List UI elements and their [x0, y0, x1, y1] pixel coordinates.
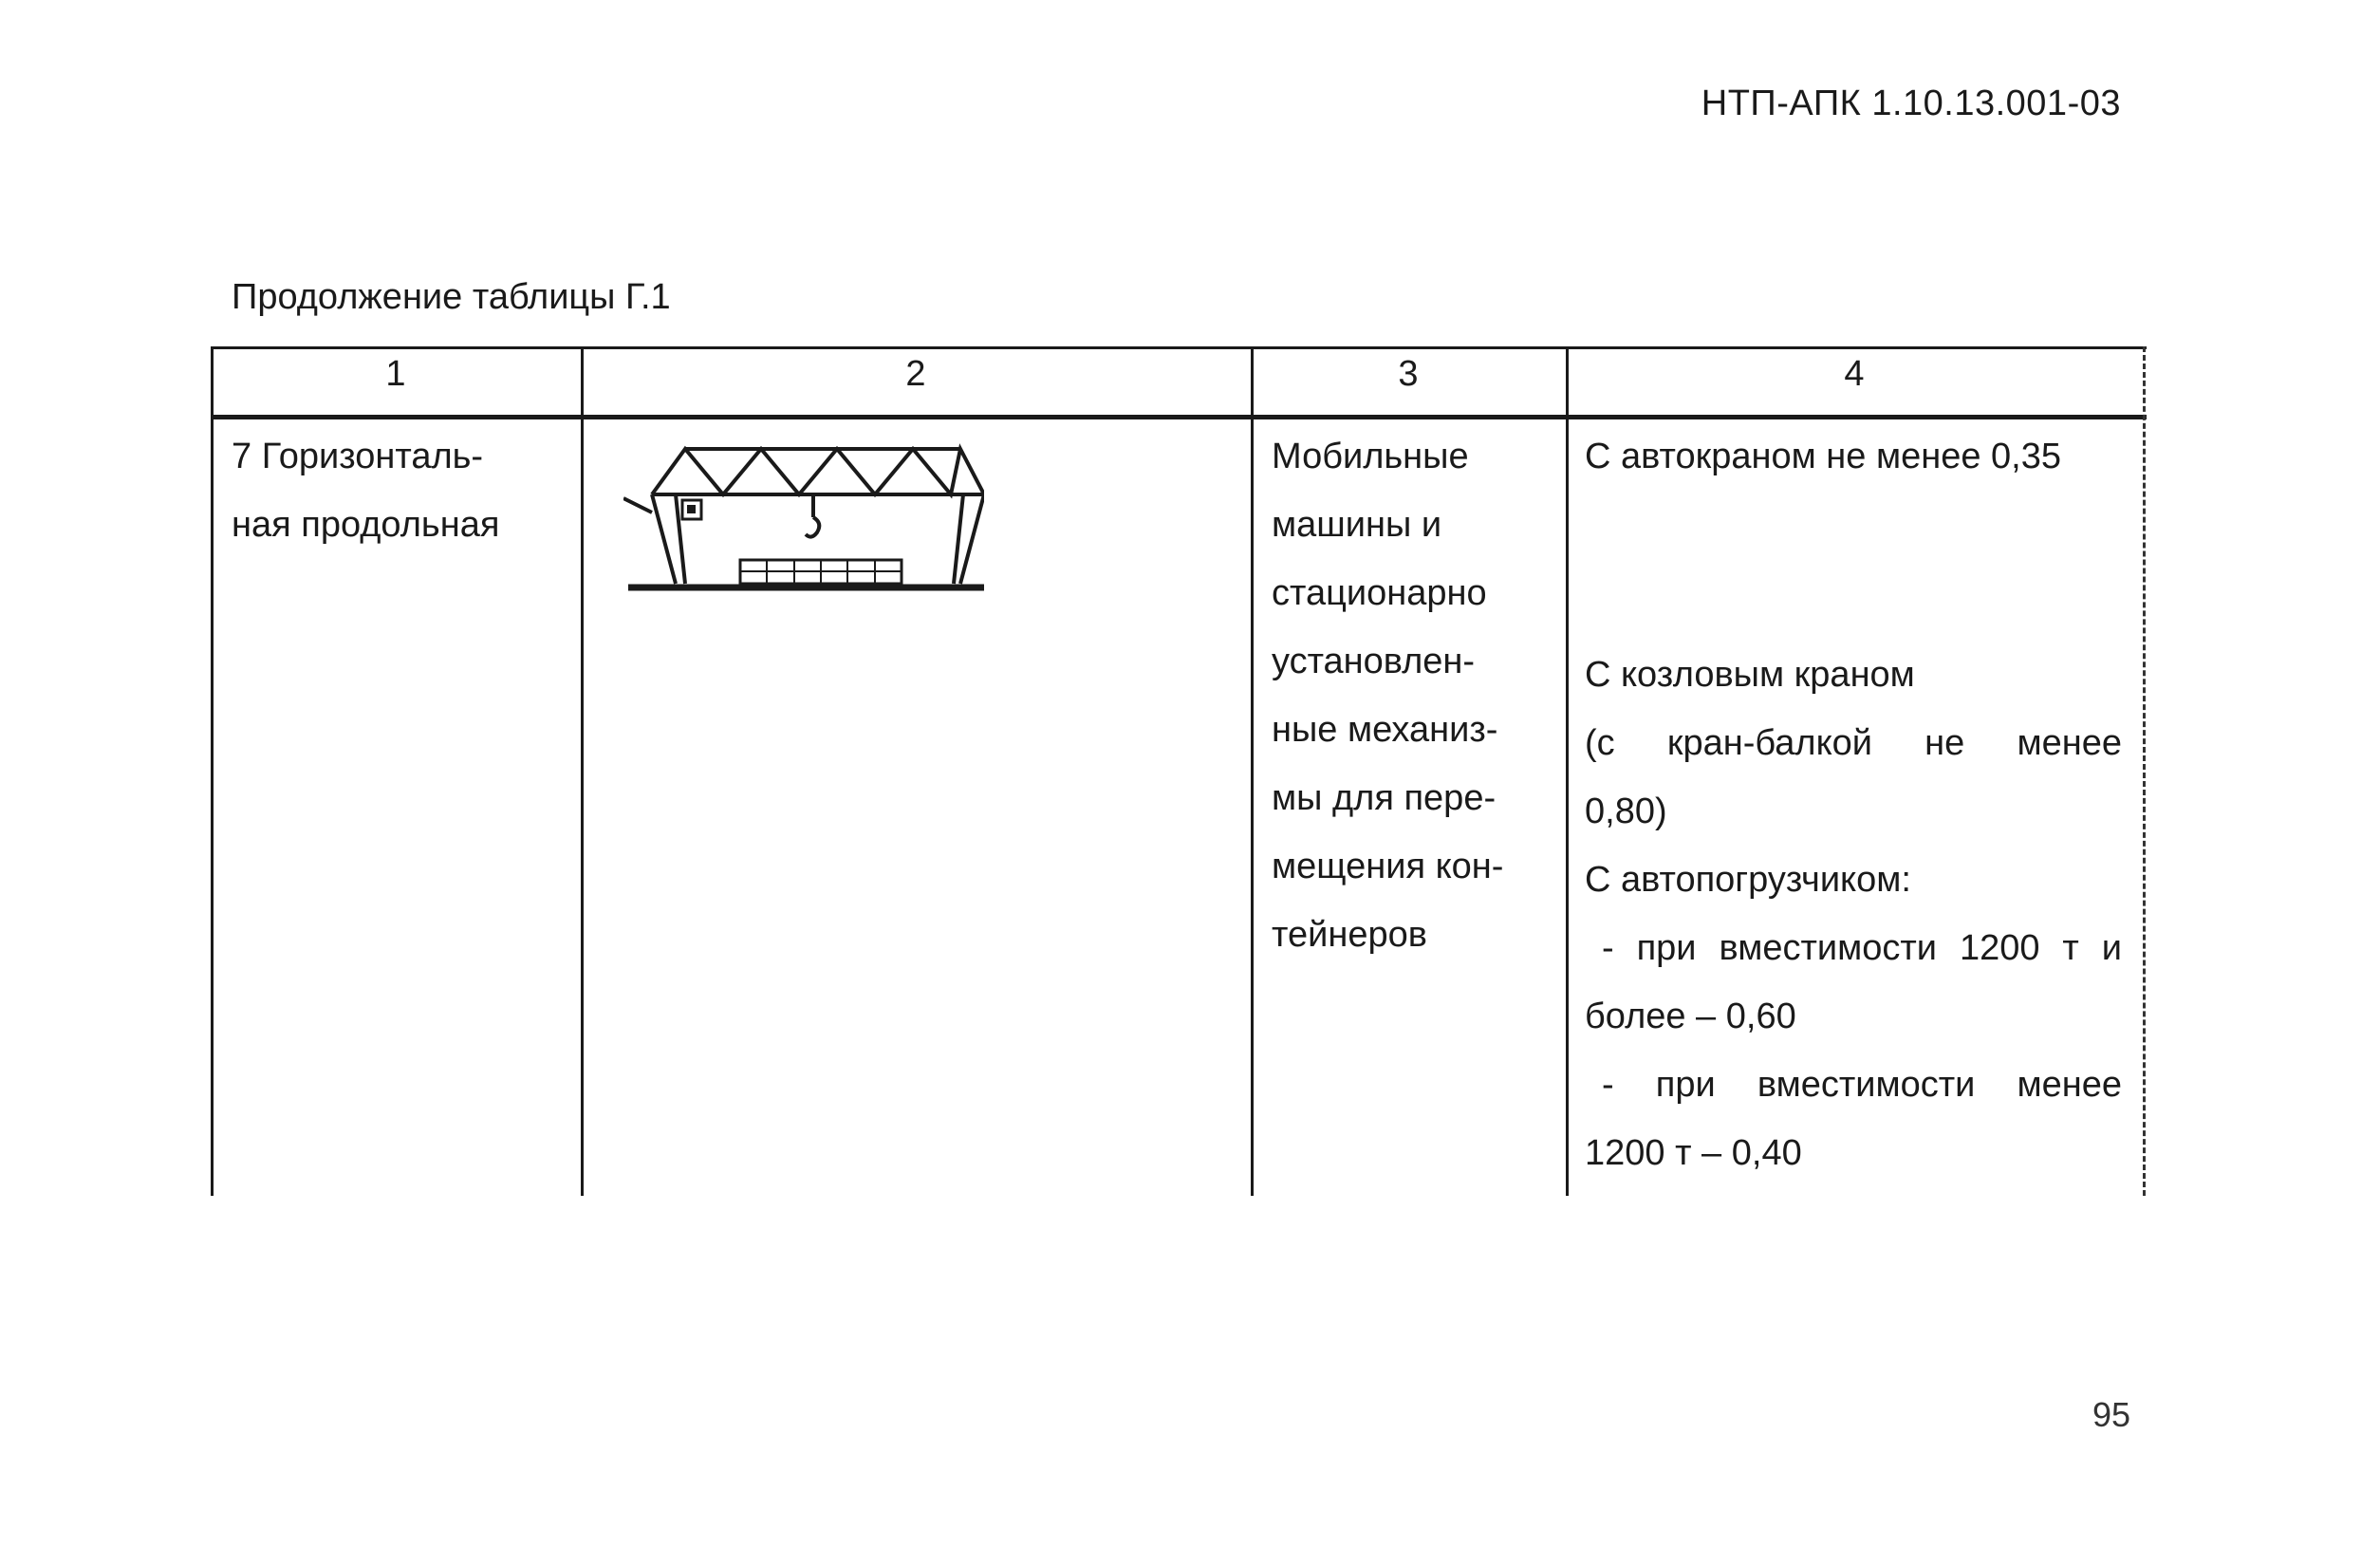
cell-equipment: [1272, 422, 1556, 969]
cell-equipment-line-7: мещения кон-: [1272, 847, 1504, 886]
autocrane-coefficient: С автокраном не менее 0,35: [1585, 437, 2061, 476]
table-caption: Продолжение таблицы Г.1: [232, 277, 671, 317]
cell-equipment-line-2: машины и: [1272, 505, 1442, 545]
cell-coefficients: [1585, 422, 2122, 1187]
col-border-2-3: [1251, 346, 1254, 1196]
cell-type-name: [232, 422, 564, 559]
cell-equipment-line-5: ные механиз-: [1272, 710, 1498, 750]
cell-equipment-line-8: тейнеров: [1272, 915, 1427, 955]
data-table: [211, 346, 2147, 1196]
cell-type-line-2: ная продольная: [232, 505, 500, 545]
column-header-2: 2: [905, 354, 926, 394]
header-bottom-border: [211, 415, 2147, 419]
col-border-3-4: [1566, 346, 1569, 1196]
cell-equipment-line-1: Мобильные: [1272, 437, 1469, 476]
forklift-option-a-line-2: более – 0,60: [1585, 997, 1796, 1036]
gantry-title: С козловым краном: [1585, 655, 1915, 695]
forklift-title: С автопогрузчиком:: [1585, 860, 1911, 900]
column-header-3: 3: [1398, 354, 1419, 394]
cell-equipment-line-6: мы для пере-: [1272, 778, 1497, 818]
cell-equipment-line-3: стационарно: [1272, 573, 1487, 613]
gantry-line-2: 0,80): [1585, 792, 1667, 831]
column-header-1: 1: [385, 354, 406, 394]
forklift-option-a-line-1: - при вместимости 1200 т и: [1602, 928, 2122, 968]
column-header-4: 4: [1844, 354, 1865, 394]
gantry-line-1: (с кран-балкой не менее: [1585, 723, 2122, 763]
forklift-option-b-line-1: - при вместимости менее: [1602, 1065, 2122, 1105]
cell-type-line-1: 7 Горизонталь-: [232, 437, 484, 476]
cell-equipment-line-4: установлен-: [1272, 642, 1476, 681]
forklift-option-b-line-2: 1200 т – 0,40: [1585, 1133, 1802, 1173]
col-border-left: [211, 346, 214, 1196]
col-border-1-2: [581, 346, 584, 1196]
page-number: 95: [2092, 1395, 2130, 1434]
doc-code: НТП-АПК 1.10.13.001-03: [1701, 84, 2121, 123]
table-top-border: [211, 346, 2147, 349]
gantry-crane-icon: [623, 441, 984, 598]
col-border-right: [2143, 346, 2146, 1196]
